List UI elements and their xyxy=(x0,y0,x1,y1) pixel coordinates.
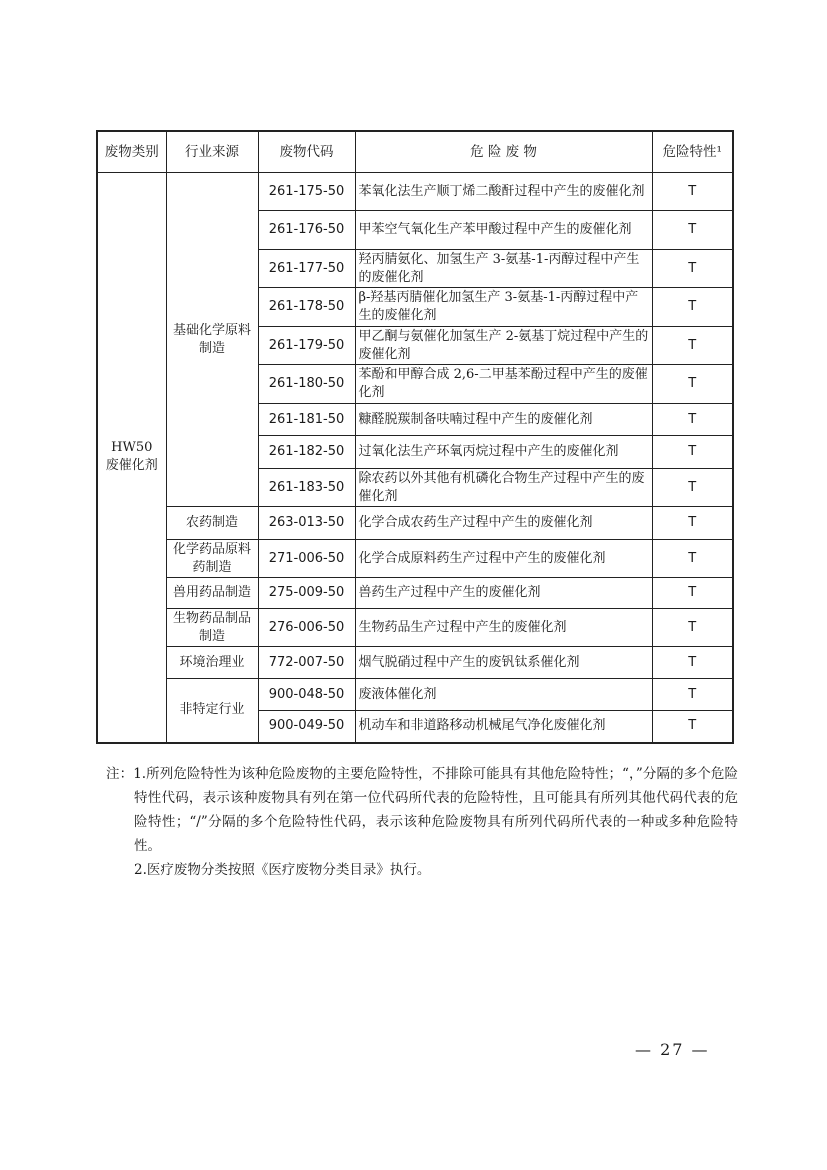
hazard-code: T xyxy=(652,327,733,365)
hazard-code: T xyxy=(652,711,733,743)
waste-code: 275-009-50 xyxy=(258,578,355,609)
waste-code: 261-181-50 xyxy=(258,404,355,436)
table-row xyxy=(97,507,733,540)
source-basic-chem: 基础化学原料制造 xyxy=(166,173,258,507)
waste-desc: 化学合成原料药生产过程中产生的废催化剂 xyxy=(355,540,652,578)
footnotes xyxy=(106,762,738,882)
category-name: 废催化剂 xyxy=(105,458,158,474)
hazard-code: T xyxy=(652,540,733,578)
hazard-code: T xyxy=(652,679,733,711)
waste-desc: 甲苯空气氧化生产苯甲酸过程中产生的废催化剂 xyxy=(355,211,652,250)
hazard-code: T xyxy=(652,469,733,507)
source-unspecified: 非特定行业 xyxy=(166,679,258,743)
table-row xyxy=(97,679,733,711)
waste-code: 261-183-50 xyxy=(258,469,355,507)
waste-code: 261-177-50 xyxy=(258,250,355,288)
table-row xyxy=(97,578,733,609)
category-cell xyxy=(97,173,166,743)
hazard-code: T xyxy=(652,404,733,436)
hazard-code: T xyxy=(652,436,733,469)
hazard-code: T xyxy=(652,507,733,540)
waste-desc: 烟气脱硝过程中产生的废钒钛系催化剂 xyxy=(355,647,652,679)
waste-desc: 除农药以外其他有机磷化合物生产过程中产生的废催化剂 xyxy=(355,469,652,507)
header-hazard: 危险特性¹ xyxy=(652,131,733,173)
table-row xyxy=(97,647,733,679)
hazard-code: T xyxy=(652,647,733,679)
waste-code: 276-006-50 xyxy=(258,609,355,647)
hazard-code: T xyxy=(652,173,733,211)
header-code: 废物代码 xyxy=(258,131,355,173)
hazard-code: T xyxy=(652,365,733,404)
waste-code: 271-006-50 xyxy=(258,540,355,578)
header-source: 行业来源 xyxy=(166,131,258,173)
source-env: 环境治理业 xyxy=(166,647,258,679)
waste-desc: 化学合成农药生产过程中产生的废催化剂 xyxy=(355,507,652,540)
hazard-code: T xyxy=(652,211,733,250)
waste-desc: 甲乙酮与氨催化加氢生产 2-氨基丁烷过程中产生的废催化剂 xyxy=(355,327,652,365)
hazard-code: T xyxy=(652,578,733,609)
source-chem-pharma: 化学药品原料药制造 xyxy=(166,540,258,578)
table-row xyxy=(97,173,733,211)
waste-code: 900-049-50 xyxy=(258,711,355,743)
waste-code: 261-178-50 xyxy=(258,288,355,327)
header-category: 废物类别 xyxy=(97,131,166,173)
hazard-code: T xyxy=(652,250,733,288)
waste-desc: 兽药生产过程中产生的废催化剂 xyxy=(355,578,652,609)
table-row xyxy=(97,609,733,647)
waste-code: 261-182-50 xyxy=(258,436,355,469)
waste-code: 261-175-50 xyxy=(258,173,355,211)
footnote-1: 注：1.所列危险特性为该种危险废物的主要危险特性，不排除可能具有其他危险特性；“，”分隔的多个危险特性代码，表示该种废物具有列在第一位代码所代表的危险特性，且可能具有所列其他代码代表的危险特性；“/”分隔的多个危险特性代码，表示该种危险废物具有所列代码所代表的一种或多种危险特性。 xyxy=(106,766,738,854)
hazard-code: T xyxy=(652,609,733,647)
waste-desc: 生物药品生产过程中产生的废催化剂 xyxy=(355,609,652,647)
waste-code: 772-007-50 xyxy=(258,647,355,679)
source-vet: 兽用药品制造 xyxy=(166,578,258,609)
waste-desc: 苯氧化法生产顺丁烯二酸酐过程中产生的废催化剂 xyxy=(355,173,652,211)
waste-desc: β-羟基丙腈催化加氢生产 3-氨基-1-丙醇过程中产生的废催化剂 xyxy=(355,288,652,327)
table-row xyxy=(97,540,733,578)
waste-code: 900-048-50 xyxy=(258,679,355,711)
hazard-code: T xyxy=(652,288,733,327)
waste-code: 261-180-50 xyxy=(258,365,355,404)
table-header-row xyxy=(97,131,733,173)
source-bio: 生物药品制品制造 xyxy=(166,609,258,647)
waste-desc: 羟丙腈氨化、加氢生产 3-氨基-1-丙醇过程中产生的废催化剂 xyxy=(355,250,652,288)
page-number: — 27 — xyxy=(635,1040,710,1059)
waste-desc: 苯酚和甲醇合成 2,6-二甲基苯酚过程中产生的废催化剂 xyxy=(355,365,652,404)
hazardous-waste-table xyxy=(96,130,734,744)
category-code: HW50 xyxy=(111,440,153,456)
footnote-2: 2.医疗废物分类按照《医疗废物分类目录》执行。 xyxy=(134,862,431,878)
header-waste: 危 险 废 物 xyxy=(355,131,652,173)
waste-desc: 糠醛脱羰制备呋喃过程中产生的废催化剂 xyxy=(355,404,652,436)
waste-desc: 机动车和非道路移动机械尾气净化废催化剂 xyxy=(355,711,652,743)
waste-code: 261-176-50 xyxy=(258,211,355,250)
waste-code: 261-179-50 xyxy=(258,327,355,365)
waste-code: 263-013-50 xyxy=(258,507,355,540)
source-pesticide: 农药制造 xyxy=(166,507,258,540)
waste-desc: 废液体催化剂 xyxy=(355,679,652,711)
waste-desc: 过氧化法生产环氧丙烷过程中产生的废催化剂 xyxy=(355,436,652,469)
